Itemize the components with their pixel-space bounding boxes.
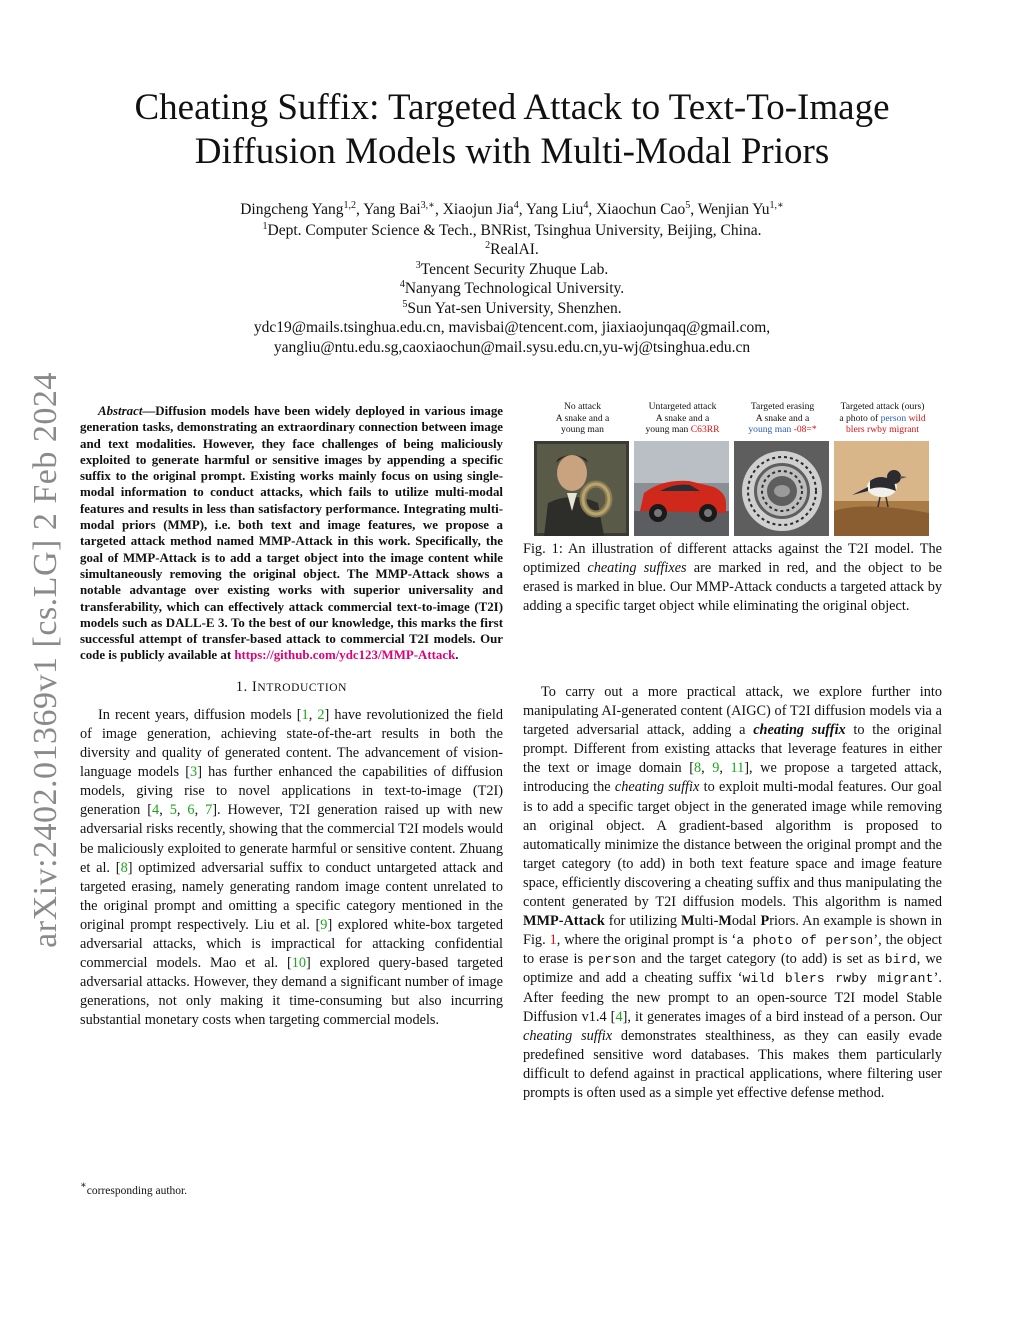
author-name: Yang Bai — [363, 201, 421, 218]
intro-paragraph-left — [80, 706, 503, 1031]
text: ] optimized adversarial suffix to conduct untargeted attack and targeted erasing, namely generating random image content unrelated to the original prompt and omitting a specific category mentioned in the original prompt respectively. Liu et al. [ — [80, 859, 504, 933]
panel-caption — [834, 401, 931, 441]
panel-prompt: young man — [561, 424, 604, 435]
affiliation-text: RealAI. — [490, 241, 539, 258]
text: ], it generates images of a bird instead of a person. Our — [622, 1008, 942, 1025]
section-first-letter: I — [252, 678, 258, 695]
text: , — [701, 760, 713, 777]
bird-image — [834, 441, 929, 536]
red-car-image — [634, 441, 729, 536]
acronym-letter: P — [760, 913, 770, 930]
author-names — [0, 200, 1024, 220]
affiliation — [0, 299, 1024, 319]
figure-panel — [734, 401, 831, 541]
figure-label: Fig. 1: — [523, 541, 563, 557]
arxiv-watermark — [6, 350, 86, 970]
text: for utilizing — [604, 913, 682, 930]
text: odal — [731, 913, 761, 930]
emphasis: cheating suffix — [753, 722, 846, 739]
citation[interactable]: 2 — [317, 706, 325, 723]
cheating-suffix: wild — [906, 412, 926, 424]
text: ] has further enhanced the capabilities of diffusion models, giving rise to novel applications in text-to-image (T2I) generation [ — [80, 764, 503, 819]
title-line-1: Cheating Suffix: Targeted Attack to Text-To-Image — [134, 87, 890, 128]
panel-caption — [634, 401, 731, 441]
citation[interactable]: 6 — [187, 802, 195, 819]
author-name: Yang Liu — [525, 201, 584, 218]
citation[interactable]: 3 — [190, 764, 198, 781]
panel-prompt — [734, 424, 831, 436]
emphasis: cheating suffixes — [587, 560, 687, 577]
text: ] explored white-box targeted adversarial attacks, which is impractical for attacking confidential commercial models. Mao et al. [ — [80, 916, 503, 972]
affiliation-text: Tencent Security Zhuque Lab. — [420, 260, 609, 278]
arxiv-id: arXiv:2402.01369v1 [cs.LG] 2 Feb 2024 — [27, 372, 64, 948]
erased-object: person — [880, 412, 907, 424]
author-sep: , — [690, 201, 698, 218]
citation[interactable]: 1 — [301, 706, 309, 723]
text: to the original prompt. Different from existing attacks that leverage features in either the text or image domain [ — [523, 722, 942, 777]
citation[interactable]: 9 — [712, 760, 720, 777]
email-line: yangliu@ntu.edu.sg,caoxiaochun@mail.sysu.edu.cn,yu-wj@tsinghua.edu.cn — [273, 338, 751, 356]
panel-title: No attack — [563, 401, 602, 412]
author-name: Dingcheng Yang — [240, 201, 344, 218]
affiliation-sup: 2 — [485, 240, 491, 251]
panel-title: Targeted attack (ours) — [840, 401, 925, 412]
cheating-suffix: -08=* — [791, 424, 817, 435]
panel-prompt: A snake and a — [755, 412, 810, 424]
code-text: wild blers rwby migrant — [742, 971, 934, 987]
text: , — [159, 802, 170, 819]
figure-1 — [534, 401, 930, 501]
affiliation-sup: 4 — [399, 279, 405, 290]
man-with-snake-image — [534, 441, 629, 536]
erased-object: young man — [748, 424, 792, 435]
figure-panel — [834, 401, 931, 541]
prompt-text: a photo of — [839, 412, 881, 424]
affiliation — [0, 260, 1024, 280]
affiliation — [0, 279, 1024, 299]
citation[interactable]: 5 — [169, 802, 177, 819]
section-number: 1. — [235, 678, 248, 695]
text: An illustration of different attacks against the T2I model. The optimized — [523, 541, 943, 577]
paper-title — [0, 86, 1024, 174]
acronym-letter: M — [718, 913, 732, 930]
figure-panel — [634, 401, 731, 541]
citation[interactable]: 10 — [291, 955, 307, 972]
figure-caption — [523, 540, 942, 616]
author-sep: , — [434, 201, 443, 218]
code-text: person — [588, 952, 637, 968]
text: ’. After feeding the new prompt to an open-source T2I model Stable Diffusion v1.4 [ — [523, 970, 942, 1025]
author-sep: , — [356, 201, 364, 218]
figure-reference[interactable]: 1 — [549, 932, 557, 949]
panel-caption — [534, 401, 631, 441]
text: ], we propose a targeted attack, introducing the — [523, 760, 942, 796]
author-name: Xiaojun Jia — [442, 201, 514, 218]
code-text: a photo of person — [736, 933, 874, 949]
panel-caption — [734, 401, 831, 441]
citation[interactable]: 4 — [615, 1008, 623, 1025]
email-line: ydc19@mails.tsinghua.edu.cn, mavisbai@tencent.com, jiaxiaojunqaq@gmail.com, — [253, 319, 771, 336]
left-column — [80, 403, 503, 1030]
text: ]. However, T2I generation raised up with new adversarial risks recently, showing that the commercial T2I models would be maliciously exploited to generate harmful or sensitive content. Zhuang et al. [ — [80, 802, 504, 876]
text: , we optimize and add a cheating suffix ‘ — [523, 951, 942, 987]
code-text: bird — [884, 952, 917, 968]
cheating-suffix: C63RR — [690, 424, 720, 435]
panel-prompt — [834, 413, 931, 425]
panel-title: Targeted erasing — [750, 401, 815, 412]
text: to exploit multi-modal features. Our goal is to add a specific target object in the generated image while removing an original object. A gradient-based algorithm is proposed to automatically minimize the distance between the original prompt and the target category (to add) in both text feature space and image feature space, efficiently discovering a cheating suffix and thus manipulating the content generated by T2I diffusion models. This algorithm is named — [523, 779, 943, 911]
abstract-lead: Abstract — [98, 404, 143, 418]
citation[interactable]: 9 — [320, 916, 328, 933]
author-sup: 4 — [583, 200, 589, 211]
text: , — [176, 802, 188, 819]
affiliation-sup: 1 — [262, 220, 268, 232]
text: , — [719, 760, 731, 777]
text: riors. An example is shown in Fig. — [523, 913, 942, 949]
footnote-mark: ∗ — [80, 1180, 87, 1191]
author-sup: 1,∗ — [769, 200, 784, 211]
affiliation — [0, 240, 1024, 260]
text: , — [308, 706, 318, 723]
author-sep: , — [518, 201, 526, 218]
emphasis: cheating suffix — [614, 779, 700, 796]
acronym-letter: M — [681, 913, 695, 930]
affiliation-sup: 3 — [415, 259, 421, 271]
author-sup: 3,∗ — [420, 200, 435, 211]
citation[interactable]: 11 — [730, 760, 745, 777]
text: , where the original prompt is ‘ — [556, 932, 737, 949]
method-name: MMP-Attack — [523, 913, 605, 930]
author-sup: 4 — [513, 200, 519, 211]
text: ] explored query-based targeted adversarial attacks. However, they demand a significant number of image generations, not only making it time-consuming but also incurring substantial monetary costs when targeting commercial models. — [80, 955, 503, 1029]
section-heading — [80, 678, 503, 698]
cheating-suffix: blers rwby migrant — [845, 424, 919, 435]
abstract-end: . — [455, 648, 459, 663]
text: are marked in red, and the object to be erased is marked in blue. Our MMP-Attack conducts a targeted attack by adding a specific target object while eliminating the original object. — [523, 560, 943, 615]
affiliation-text: Nanyang Technological University. — [404, 280, 625, 297]
text: ulti- — [694, 913, 719, 930]
author-sep: , — [588, 201, 597, 218]
panel-prompt: A snake and a — [555, 412, 610, 424]
affiliation-text: Sun Yat-sen University, Shenzhen. — [407, 299, 622, 317]
text: ] have revolutionized the field of image generation, achieving state-of-the-art results in both the diversity and quality of generated content. The advancement of vision-language models [ — [80, 706, 503, 781]
author-name: Wenjian Yu — [697, 201, 770, 218]
footnote — [80, 1180, 188, 1197]
text: ’, the object to erase is — [523, 932, 942, 968]
code-link[interactable]: https://github.com/ydc123/MMP-Attack — [234, 648, 456, 663]
citation[interactable]: 8 — [120, 859, 128, 876]
coiled-snake-image — [734, 441, 829, 536]
affiliation-text: Dept. Computer Science & Tech., BNRist, Tsinghua University, Beijing, China. — [267, 221, 762, 239]
text: To carry out a more practical attack, we explore further into manipulating AI-generated content (AIGC) of T2I diffusion models via a targeted adversarial attack, adding a — [523, 684, 942, 739]
prompt-text: young man — [645, 424, 691, 435]
panel-prompt — [634, 424, 731, 436]
text: and the target category (to add) is set as — [636, 951, 885, 968]
text: , — [194, 802, 206, 819]
affiliation-sup: 5 — [402, 298, 408, 310]
text: demonstrates stealthiness, as they can easily evade predefined sensitive word databases. This makes them particularly difficult to defend against in practical applications, where filtering user prompts is often used as a simple yet effective defense method. — [523, 1027, 942, 1101]
intro-paragraph-right — [523, 683, 942, 1103]
author-sup: 1,2 — [343, 200, 357, 211]
author-sup: 5 — [685, 200, 691, 211]
text: In recent years, diffusion models [ — [98, 706, 302, 723]
footnote-text: corresponding author. — [86, 1185, 188, 1197]
emphasis: cheating suffix — [523, 1027, 613, 1044]
panel-prompt: A snake and a — [655, 412, 710, 424]
panel-title: Untargeted attack — [648, 401, 717, 412]
abstract-text: —Diffusion models have been widely deployed in various image generation tasks, demonstrating an extraordinary connection between image and text modalities. However, they face challenges of being maliciously exploited to generate harmful or sensitive images by appending a specific suffix to the original prompt. Existing works mainly focus on using single-modal information to conduct attacks, which fails to utilize multi-modal features and results in less than satisfactory performance. Integrating multi-modal priors (MMP), i.e. both text and image features, we propose a targeted attack method named MMP-Attack in this work. Specifically, the goal of MMP-Attack is to add a target object into the image content while simultaneously removing the original object. The MMP-Attack shows a notable advantage over existing works with superior universality and transferability, which can effectively attack commercial text-to-image (T2I) models such as DALL-E 3. To the best of our knowledge, this marks the first successful attempt of transfer-based attack to commercial T2I models. Our code is publicly available at — [80, 404, 503, 663]
title-line-2: Diffusion Models with Multi-Modal Priors — [194, 131, 830, 172]
right-column — [523, 683, 942, 1103]
citation[interactable]: 4 — [152, 802, 160, 819]
affiliation — [0, 221, 1024, 241]
author-name: Xiaochun Cao — [596, 201, 686, 218]
citation[interactable]: 8 — [694, 760, 702, 777]
section-rest: NTRODUCTION — [257, 681, 348, 694]
citation[interactable]: 7 — [205, 802, 213, 819]
figure-panel — [534, 401, 631, 541]
author-block — [0, 200, 1024, 357]
abstract — [80, 403, 503, 664]
